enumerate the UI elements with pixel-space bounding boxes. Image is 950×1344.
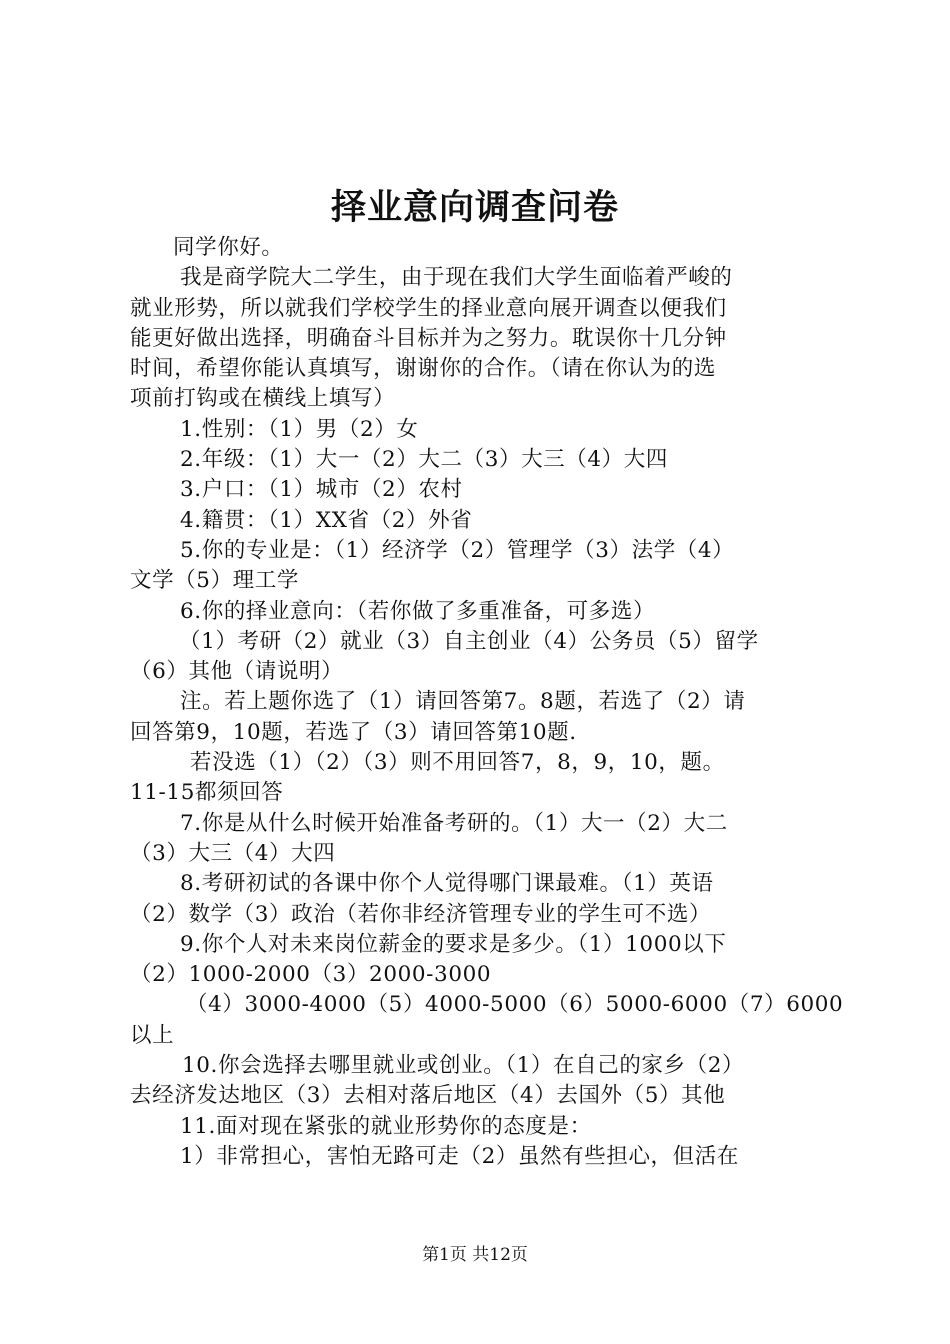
text-line: 7.你是从什么时候开始准备考研的。（1）大一（2）大二 (180, 810, 728, 836)
text-line: 11-15都须回答 (130, 780, 284, 806)
text-line: 10.你会选择去哪里就业或创业。（1）在自己的家乡（2） (182, 1053, 745, 1079)
text-line: （4）3000-4000（5）4000-5000（6）5000-6000（7）6000 (186, 992, 844, 1018)
text-line: 3.户口：（1）城市（2）农村 (180, 477, 463, 503)
text-line: 1）非常担心，害怕无路可走（2）虽然有些担心，但活在 (180, 1143, 739, 1169)
text-line: 11.面对现在紧张的就业形势你的态度是： (180, 1113, 592, 1139)
document-body (130, 233, 844, 1172)
text-line: 文学（5）理工学 (130, 568, 299, 594)
text-line: 时间，希望你能认真填写，谢谢你的合作。（请在你认为的选 (130, 356, 716, 382)
text-line: 1.性别：（1）男（2）女 (180, 416, 419, 442)
text-line: 回答第9，10题，若选了（3）请回答第10题. (130, 719, 577, 745)
text-line: （6）其他（请说明） (130, 659, 344, 685)
document-title: 择业意向调查问卷 (330, 187, 619, 228)
text-line: 同学你好。 (173, 235, 284, 260)
text-line: （2）1000-2000（3）2000-3000 (130, 962, 492, 988)
text-line: 5.你的专业是：（1）经济学（2）管理学（3）法学（4） (180, 537, 735, 563)
text-line: 9.你个人对未来岗位薪金的要求是多少。（1）1000以下 (180, 931, 727, 957)
text-line: 就业形势，所以就我们学校学生的择业意向展开调查以便我们 (130, 295, 727, 321)
text-line: 6.你的择业意向：（若你做了多重准备，可多选） (180, 598, 656, 624)
text-line: 2.年级：（1）大一（2）大二（3）大三（4）大四 (180, 447, 668, 473)
text-line: 8.考研初试的各课中你个人觉得哪门课最难。（1）英语 (180, 871, 714, 897)
text-line: 4.籍贯：（1）XX省（2）外省 (180, 507, 473, 533)
text-line: 去经济发达地区（3）去相对落后地区（4）去国外（5）其他 (130, 1083, 726, 1109)
text-line: 以上 (130, 1022, 175, 1048)
text-line: 注。若上题你选了（1）请回答第7。8题，若选了（2）请 (180, 689, 746, 715)
text-line: 我是商学院大二学生，由于现在我们大学生面临着严峻的 (180, 265, 733, 291)
text-line: （2）数学（3）政治（若你非经济管理专业的学生可不选） (130, 901, 712, 927)
text-line: 能更好做出选择，明确奋斗目标并为之努力。耽误你十几分钟 (130, 325, 727, 351)
text-line: 若没选（1）（2）（3）则不用回答7，8，9，10，题。 (190, 750, 725, 776)
text-line: （3）大三（4）大四 (130, 840, 336, 866)
text-line: （1）考研（2）就业（3）自主创业（4）公务员（5）留学 (179, 628, 759, 654)
page-footer: 第1页 共12页 (422, 1245, 528, 1265)
text-line: 项前打钩或在横线上填写） (130, 386, 396, 412)
